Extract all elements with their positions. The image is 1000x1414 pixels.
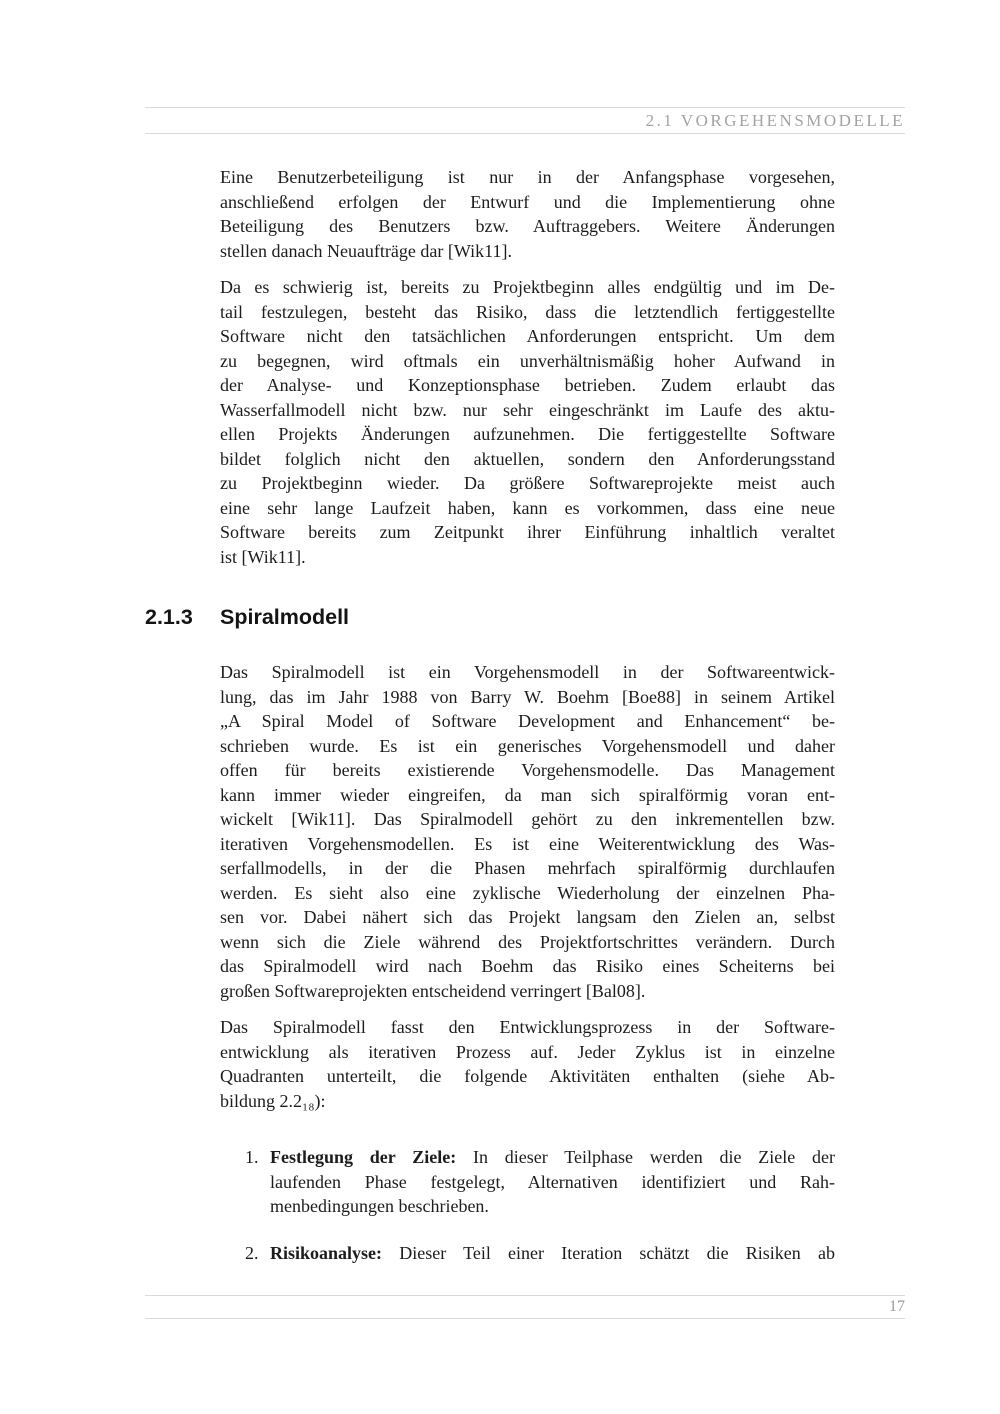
text-line: Das Spiralmodell ist ein Vorgehensmodell in der Softwareentwick-	[220, 662, 835, 682]
list-item-1	[245, 1145, 860, 1219]
paragraph-2	[220, 275, 835, 569]
text-line: anschließend erfolgen der Entwurf und die Implementierung ohne	[220, 191, 835, 212]
list-item-1-number: 1.	[245, 1147, 259, 1167]
text-line: schrieben wurde. Es ist ein generisches Vorgehensmodell und daher	[220, 735, 835, 756]
header-rule-bottom	[145, 133, 905, 134]
text-line: kann immer wieder eingreifen, da man sich spiralförmig voran ent-	[220, 784, 835, 805]
list-item-1-body	[270, 1145, 835, 1219]
text-line: ellen Projekts Änderungen aufzunehmen. Die fertiggestellte Software	[220, 424, 835, 444]
list-item-1-text: In dieser Teilphase werden die Ziele der	[456, 1147, 836, 1167]
running-header	[145, 108, 905, 133]
text-line: Software nicht den tatsächlichen Anforderungen entspricht. Um dem	[220, 326, 835, 346]
text-line: Beteiligung des Benutzers bzw. Auftraggebers. Weitere Änderungen	[220, 216, 835, 236]
text-line: der Analyse- und Konzeptionsphase betrieben. Zudem erlaubt das	[220, 375, 835, 395]
text-line: ist [Wik11].	[220, 546, 306, 567]
text-line: serfallmodells, in der die Phasen mehrfach spiralförmig durchlaufen	[220, 858, 835, 878]
text-line: iterativen Vorgehensmodellen. Es ist eine Weiterentwicklung des Was-	[220, 833, 835, 854]
list-item-2-term: Risikoanalyse:	[270, 1242, 383, 1263]
list-item-2-text: Dieser Teil einer Iteration schätzt die Risiken ab	[382, 1242, 835, 1263]
text-line: bildet folglich nicht den aktuellen, sondern den Anforderungsstand	[220, 448, 835, 469]
text-line: Das Spiralmodell fasst den Entwicklungsprozess in der Software-	[220, 1017, 835, 1037]
text-line	[270, 1241, 835, 1266]
text-line: tail festzulegen, besteht das Risiko, dass die letztendlich fertiggestellte	[220, 301, 835, 322]
list-item-2-body	[270, 1241, 835, 1266]
text-line: laufenden Phase festgelegt, Alternativen identifiziert und Rah-	[270, 1171, 835, 1192]
section-heading	[145, 605, 905, 630]
list-item-2	[245, 1241, 860, 1266]
list-item-1-continuation	[270, 1170, 835, 1219]
list-item-2-number: 2.	[245, 1242, 259, 1263]
running-header-title: 2.1 VORGEHENSMODELLE	[645, 111, 905, 130]
paragraph-3	[220, 660, 835, 1003]
text-line: Quadranten unterteilt, die folgende Aktivitäten enthalten (siehe Ab-	[220, 1066, 835, 1086]
footer-row	[145, 1296, 905, 1318]
text-line: das Spiralmodell wird nach Boehm das Risiko eines Scheiterns bei	[220, 956, 835, 976]
page-header	[145, 107, 905, 134]
text-line: eine sehr lange Laufzeit haben, kann es vorkommen, dass eine neue	[220, 497, 835, 518]
text-line: Wasserfallmodell nicht bzw. nur sehr eingeschränkt im Laufe des aktu-	[220, 399, 835, 420]
paragraph-1	[220, 165, 835, 263]
text-line: Software bereits zum Zeitpunkt ihrer Einführung inhaltlich veraltet	[220, 522, 835, 542]
text-line: lung, das im Jahr 1988 von Barry W. Boehm [Boe88] in seinem Artikel	[220, 686, 835, 707]
text-line: menbedingungen beschrieben.	[270, 1196, 489, 1216]
text-line: sen vor. Dabei nähert sich das Projekt langsam den Zielen an, selbst	[220, 907, 835, 927]
footer-rule-bottom	[145, 1318, 905, 1319]
paragraph-4	[220, 1015, 835, 1113]
page-footer	[145, 1295, 905, 1319]
text-line: wenn sich die Ziele während des Projektfortschrittes verändern. Durch	[220, 931, 835, 952]
text-line: werden. Es sieht also eine zyklische Wiederholung der einzelnen Pha-	[220, 882, 835, 903]
page-body	[145, 165, 905, 1265]
section-title: Spiralmodell	[220, 605, 350, 629]
text-line: stellen danach Neuaufträge dar [Wik11].	[220, 240, 512, 261]
text-line: bildung 2.2₁₈):	[220, 1090, 326, 1111]
section-number: 2.1.3	[145, 605, 193, 629]
text-line: großen Softwareprojekten entscheidend verringert [Bal08].	[220, 980, 646, 1001]
text-line: entwicklung als iterativen Prozess auf. Jeder Zyklus ist in einzelne	[220, 1041, 835, 1062]
text-line: Da es schwierig ist, bereits zu Projektbeginn alles endgültig und im De-	[220, 277, 835, 297]
text-line: offen für bereits existierende Vorgehensmodelle. Das Management	[220, 760, 835, 780]
text-line: zu Projektbeginn wieder. Da größere Softwareprojekte meist auch	[220, 473, 835, 493]
page-number: 17	[889, 1298, 905, 1315]
text-line	[270, 1145, 835, 1170]
list-item-1-term: Festlegung der Ziele:	[270, 1147, 457, 1167]
text-line: Eine Benutzerbeteiligung ist nur in der Anfangsphase vorgesehen,	[220, 167, 835, 187]
text-line: zu begegnen, wird oftmals ein unverhältnismäßig hoher Aufwand in	[220, 350, 835, 371]
text-line: wickelt [Wik11]. Das Spiralmodell gehört zu den inkrementellen bzw.	[220, 809, 835, 829]
text-line: „A Spiral Model of Software Development and Enhancement“ be-	[220, 711, 835, 731]
